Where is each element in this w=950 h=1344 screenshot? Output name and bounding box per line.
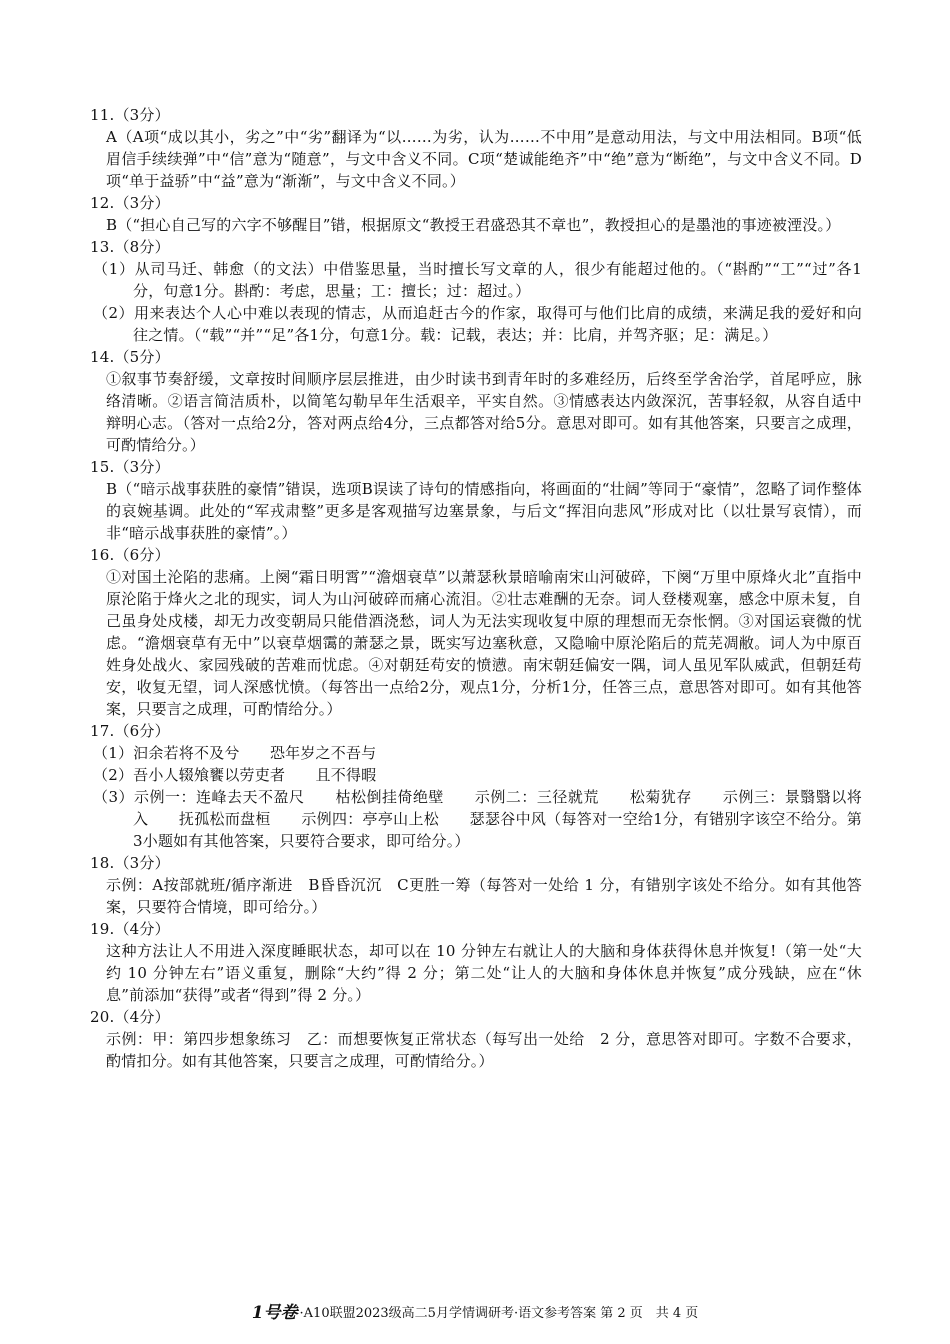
question-18: [90, 852, 862, 918]
question-15: [90, 456, 862, 544]
question-17-part-3: （3）示例一：连峰去天不盈尺 枯松倒挂倚绝壁 示例二：三径就荒 松菊犹存 示例三：景翳翳以将入 抚孤松而盘桓 示例四：亭亭山上松 瑟瑟谷中风（每答对一空给1分，有错别字该空不给分。第3小题如有其他答案，只要符合要求，即可给分。）: [93, 788, 862, 850]
question-12: [90, 192, 862, 236]
question-15-heading: 15.（3分）: [90, 458, 170, 476]
brand-logo: 1号卷: [251, 1303, 298, 1323]
question-14-answer: ①叙事节奏舒缓，文章按时间顺序层层推进，由少时读书到青年时的多难经历，后终至学舍治学，首尾呼应，脉络清晰。②语言简洁质朴，以简笔勾勒早年生活艰辛，平实自然。③情感表达内敛深沉，苦事轻叙，从容自适中辩明心志。（答对一点给2分，答对两点给4分，三点都答对给5分。意思对即可。如有其他答案，只要言之成理，可酌情给分。）: [106, 370, 862, 454]
question-13-part-1: （1）从司马迁、韩愈（的文法）中借鉴思量，当时擅长写文章的人，很少有能超过他的。（“斟酌”“工”“过”各1分，句意1分。斟酌：考虑，思量；工：擅长；过：超过。）: [93, 260, 862, 300]
footer-text: ·A10联盟2023级高二5月学情调研考·语文参考答案 第 2 页 共 4 页: [299, 1306, 699, 1321]
question-17-part-1: （1）汩余若将不及兮 恐年岁之不吾与: [93, 744, 377, 762]
question-17-part-2: （2）吾小人辍飧饔以劳吏者 且不得暇: [93, 766, 377, 784]
question-14-heading: 14.（5分）: [90, 348, 170, 366]
question-13-part-2: （2）用来表达个人心中难以表现的情志，从而追赶古今的作家，取得可与他们比肩的成绩，来满足我的爱好和向往之情。（“载”“并”“足”各1分，句意1分。载：记载，表达；并：比肩，并驾齐驱；足：满足。）: [93, 304, 862, 344]
question-18-heading: 18.（3分）: [90, 854, 170, 872]
question-12-heading: 12.（3分）: [90, 194, 170, 212]
question-13-heading: 13.（8分）: [90, 238, 170, 256]
question-12-answer: B（“担心自己写的六字不够醒目”错，根据原文“教授王君盛恐其不章也”，教授担心的是墨池的事迹被湮没。）: [106, 216, 841, 234]
question-17-heading: 17.（6分）: [90, 722, 170, 740]
page-footer: [0, 1302, 950, 1325]
question-18-answer: 示例：A按部就班/循序渐进 B昏昏沉沉 C更胜一筹（每答对一处给 1 分，有错别字该处不给分。如有其他答案，只要符合情境，即可给分。）: [106, 876, 862, 916]
question-19-answer: 这种方法让人不用进入深度睡眠状态，却可以在 10 分钟左右就让人的大脑和身体获得休息并恢复!（第一处“大约 10 分钟左右”语义重复，删除“大约”得 2 分；第二处“让人的大脑和身体休息并恢复”成分残缺，应在“休息”前添加“获得”或者“得到”得 2 分。）: [106, 942, 862, 1004]
question-16-answer: ①对国土沦陷的悲痛。上阕“霜日明霄”“澹烟衰草”以萧瑟秋景暗喻南宋山河破碎，下阕“万里中原烽火北”直指中原沦陷于烽火之北的现实，词人为山河破碎而痛心流泪。②壮志难酬的无奈。词人登楼观塞，感念中原未复，自己虽身处戍楼，却无力改变朝局只能借酒浇愁，词人为无法实现收复中原的理想而无奈怅惘。③对国运衰微的忧虑。“澹烟衰草有无中”以衰草烟霭的萧瑟之景，既实写边塞秋意，又隐喻中原沦陷后的荒芜凋敝。词人为中原百姓身处战火、家园残破的苦难而忧虑。④对朝廷苟安的愤懑。南宋朝廷偏安一隅，词人虽见军队威武，但朝廷苟安，收复无望，词人深感忧愤。（每答出一点给2分，观点1分，分析1分，任答三点，意思答对即可。如有其他答案，只要言之成理，可酌情给分。）: [106, 568, 862, 718]
question-19: [90, 918, 862, 1006]
question-15-answer: B（“暗示战事获胜的豪情”错误，选项B误读了诗句的情感指向，将画面的“壮阔”等同于“豪情”，忽略了词作整体的哀婉基调。此处的“军戎肃整”更多是客观描写边塞景象，与后文“挥泪向悲风”形成对比（以壮景写哀情），而非“暗示战事获胜的豪情”。）: [106, 480, 862, 542]
question-20-heading: 20.（4分）: [90, 1008, 170, 1026]
question-11-heading: 11.（3分）: [90, 106, 170, 124]
question-20: [90, 1006, 862, 1072]
question-11: [90, 104, 862, 192]
question-11-answer: A（A项“成以其小，劣之”中“劣”翻译为“以……为劣，认为……不中用”是意动用法，与文中用法相同。B项“低眉信手续续弹”中“信”意为“随意”，与文中含义不同。C项“楚诚能绝齐”中“绝”意为“断绝”，与文中含义不同。D项“单于益骄”中“益”意为“渐渐”，与文中含义不同。）: [106, 128, 862, 190]
question-17: [90, 720, 862, 852]
question-13: [90, 236, 862, 346]
question-16: [90, 544, 862, 720]
question-20-answer: 示例：甲：第四步想象练习 乙：而想要恢复正常状态（每写出一处给 2 分，意思答对即可。字数不合要求，酌情扣分。如有其他答案，只要言之成理，可酌情给分。）: [106, 1030, 862, 1070]
question-19-heading: 19.（4分）: [90, 920, 170, 938]
question-16-heading: 16.（6分）: [90, 546, 170, 564]
question-14: [90, 346, 862, 456]
answer-content: [90, 104, 862, 1072]
